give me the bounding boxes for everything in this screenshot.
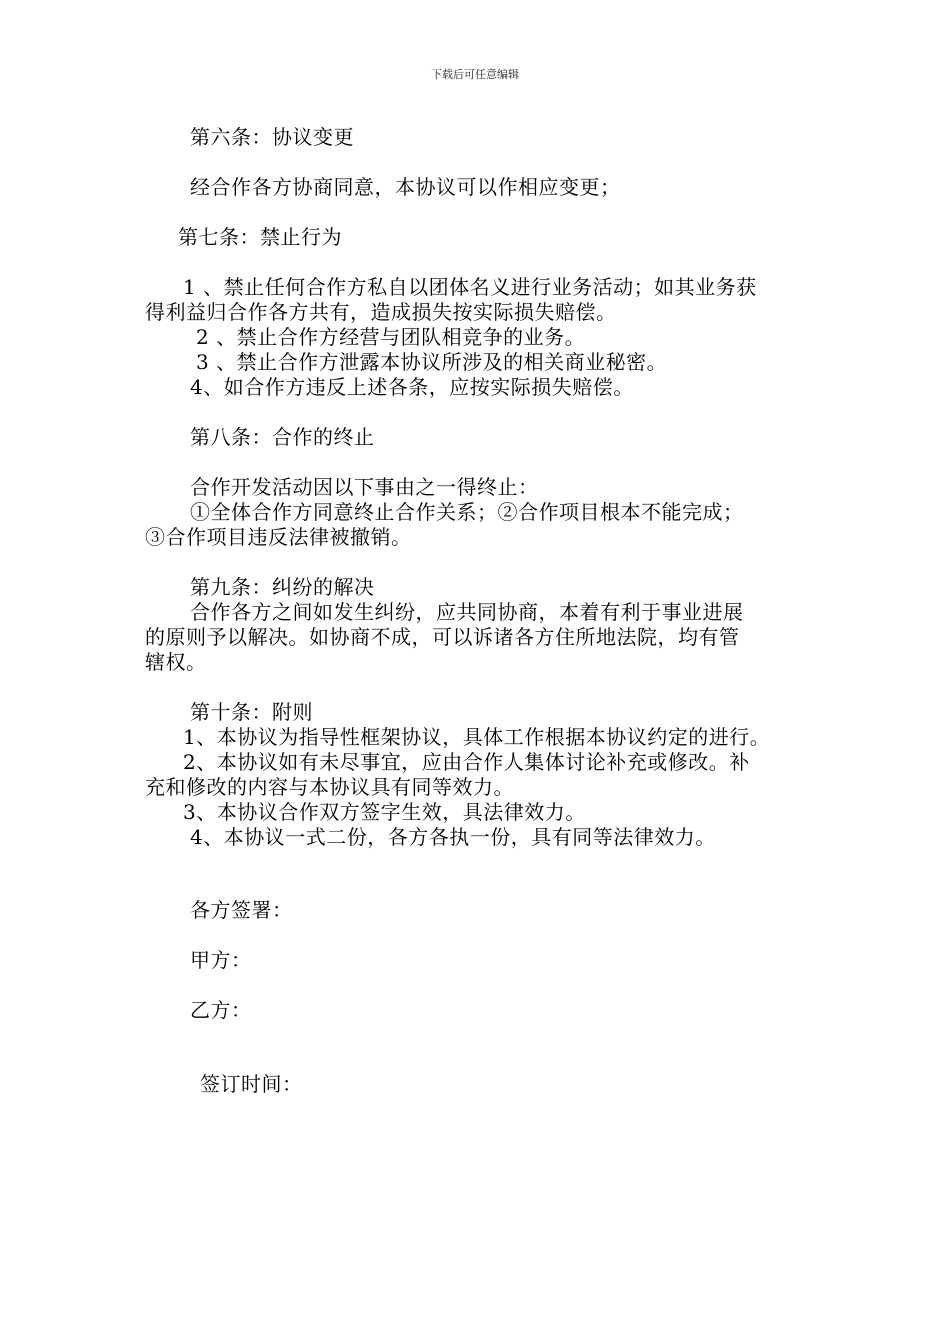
article6-body: 经合作各方协商同意，本协议可以作相应变更； xyxy=(190,175,621,199)
article9-line2: 的原则予以解决。如协商不成，可以诉诸各方住所地法院，均有管 xyxy=(145,625,740,649)
article9-line1: 合作各方之间如发生纠纷，应共同协商，本着有利于事业进展 xyxy=(190,600,744,624)
article6-heading: 第六条：协议变更 xyxy=(190,125,354,149)
article10-item4: 4、本协议一式二份，各方各执一份，具有同等法律效力。 xyxy=(190,825,716,849)
article10-item3: 3、本协议合作双方签字生效，具法律效力。 xyxy=(183,800,586,824)
article10-item2-line2: 充和修改的内容与本协议具有同等效力。 xyxy=(145,775,514,799)
article9-heading: 第九条：纠纷的解决 xyxy=(190,575,375,599)
article10-item1: 1、本协议为指导性框架协议，具体工作根据本协议约定的进行。 xyxy=(183,725,771,749)
party-a-label: 甲方： xyxy=(190,948,252,972)
article7-heading: 第七条：禁止行为 xyxy=(178,225,342,249)
article10-heading: 第十条：附则 xyxy=(190,700,313,724)
article7-item4: 4、如合作方违反上述各条，应按实际损失赔偿。 xyxy=(190,375,634,399)
article7-item1-line2: 得利益归合作各方共有，造成损失按实际损失赔偿。 xyxy=(145,300,617,324)
article7-item3: 3 、禁止合作方泄露本协议所涉及的相关商业秘密。 xyxy=(196,350,668,374)
article10-item2-line1: 2、本协议如有未尽事宜，应由合作人集体讨论补充或修改。补 xyxy=(183,750,750,774)
signatures-title: 各方签署： xyxy=(190,898,293,922)
article7-item1-line1: 1 、禁止任何合作方私自以团体名义进行业务活动；如其业务获 xyxy=(183,275,757,299)
article8-heading: 第八条：合作的终止 xyxy=(190,425,375,449)
article8-reasons-line1: ①全体合作方同意终止合作关系；②合作项目根本不能完成； xyxy=(190,500,744,524)
article9-line3: 辖权。 xyxy=(145,650,207,674)
article8-intro: 合作开发活动因以下事由之一得终止： xyxy=(190,475,539,499)
article7-item2: 2 、禁止合作方经营与团队相竞争的业务。 xyxy=(196,325,586,349)
signing-date-label: 签订时间： xyxy=(200,1072,303,1096)
party-b-label: 乙方： xyxy=(190,998,252,1022)
article8-reasons-line2: ③合作项目违反法律被撤销。 xyxy=(145,525,412,549)
page-header-note: 下载后可任意编辑 xyxy=(431,68,519,81)
